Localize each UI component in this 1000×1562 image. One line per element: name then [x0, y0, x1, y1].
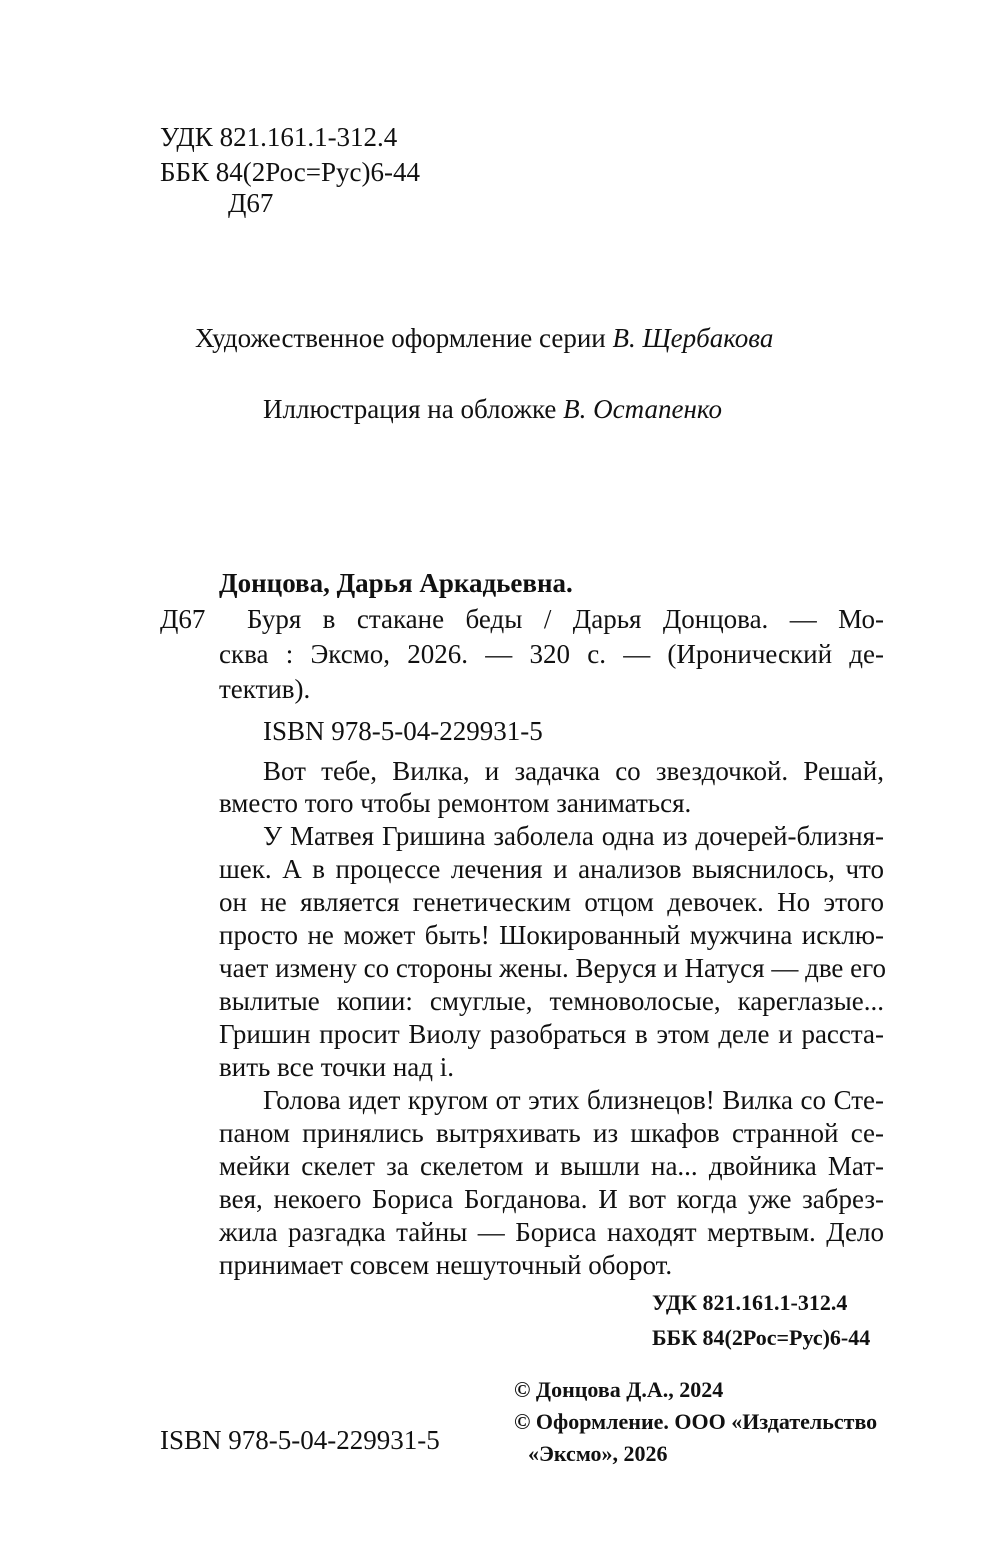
- series-design-credit: [195, 321, 773, 355]
- annotation-line: вить все точки над i.: [219, 1052, 455, 1082]
- author-sign-top: Д67: [228, 188, 274, 218]
- annotation-line: паном принялись вытряхивать из шкафов странной се-: [219, 1118, 884, 1148]
- series-design-prefix: Художественное оформление серии: [195, 323, 606, 353]
- annotation-line: вместо того чтобы ремонтом заниматься.: [219, 788, 692, 818]
- cover-illustration-prefix: Иллюстрация на обложке: [263, 394, 557, 424]
- cover-illustration-credit: [263, 392, 722, 426]
- bbk-code-top: ББК 84(2Рос=Рус)6-44: [160, 157, 420, 187]
- side-code: Д67: [160, 604, 206, 634]
- copyright-design: © Оформление. ООО «Издательство: [514, 1409, 878, 1434]
- annotation-line: он не является генетическим отцом девочек. Но этого: [219, 887, 884, 917]
- copyright-design-cont: «Эксмо», 2026: [528, 1441, 668, 1466]
- description-line: сква : Эксмо, 2026. — 320 с. — (Иронический де-: [219, 639, 884, 669]
- annotation-line: принимает совсем нешуточный оборот.: [219, 1250, 673, 1280]
- copyright-author: © Донцова Д.А., 2024: [514, 1377, 724, 1402]
- annotation-line: мейки скелет за скелетом и вышли на... двойника Мат-: [219, 1151, 884, 1181]
- annotation-line: У Матвея Гришина заболела одна из дочерей-близня-: [263, 821, 884, 851]
- annotation-line: чает измену со стороны жены. Веруся и Натуся — две его: [219, 953, 887, 983]
- annotation-line: вылитые копии: смуглые, темноволосые, кареглазые...: [219, 986, 884, 1016]
- isbn-entry: ISBN 978-5-04-229931-5: [263, 716, 543, 746]
- udk-code-top: УДК 821.161.1-312.4: [160, 122, 398, 152]
- annotation-line: Вот тебе, Вилка, и задачка со звездочкой. Решай,: [263, 756, 884, 786]
- udk-code-bottom: УДК 821.161.1-312.4: [652, 1290, 848, 1315]
- description-line: тектив).: [219, 674, 311, 704]
- series-design-name: В. Щербакова: [612, 323, 774, 353]
- annotation-line: просто не может быть! Шокированный мужчина исклю-: [219, 920, 884, 950]
- isbn-footer: ISBN 978-5-04-229931-5: [160, 1425, 440, 1455]
- description-line: Буря в стакане беды / Дарья Донцова. — Мо-: [247, 604, 884, 634]
- annotation-line: вея, некоего Бориса Богданова. И вот когда уже забрез-: [219, 1184, 884, 1214]
- cover-illustration-name: В. Остапенко: [563, 394, 722, 424]
- annotation-line: Гришин просит Виолу разобраться в этом деле и расста-: [219, 1019, 884, 1049]
- annotation-line: жила разгадка тайны — Бориса находят мертвым. Дело: [219, 1217, 884, 1247]
- bbk-code-bottom: ББК 84(2Рос=Рус)6-44: [652, 1325, 871, 1350]
- annotation-line: шек. А в процессе лечения и анализов выяснилось, что: [219, 854, 884, 884]
- author-heading: Донцова, Дарья Аркадьевна.: [219, 568, 573, 598]
- annotation-line: Голова идет кругом от этих близнецов! Вилка со Сте-: [263, 1085, 884, 1115]
